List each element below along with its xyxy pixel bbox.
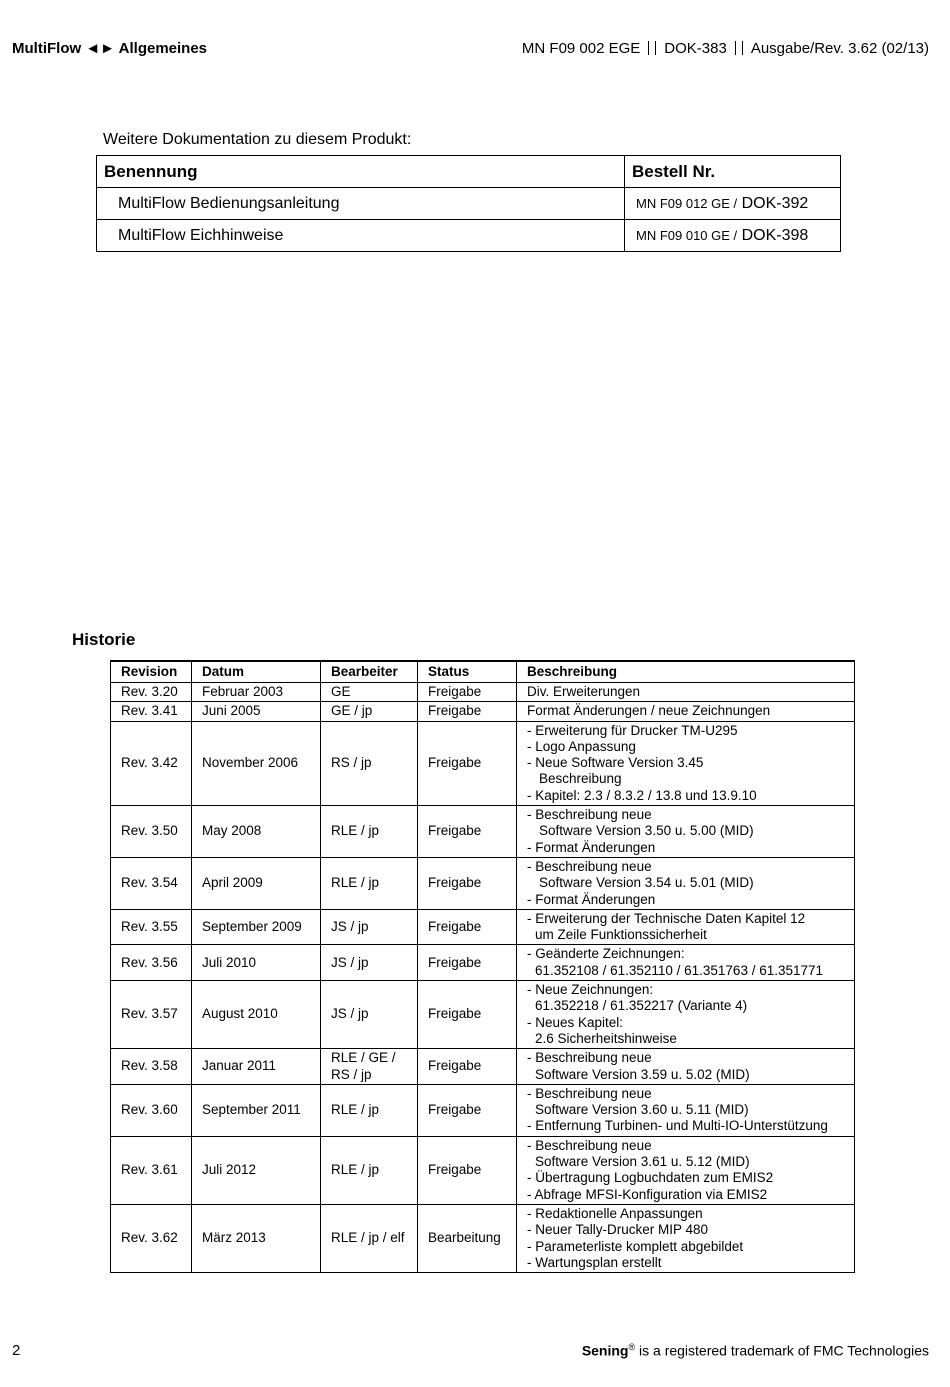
description-line: - Format Änderungen: [527, 891, 656, 907]
history-description: [517, 1084, 855, 1136]
description-line: Software Version 3.61 u. 5.12 (MID): [535, 1154, 750, 1170]
history-header-row: [111, 661, 855, 683]
history-description: [517, 981, 855, 1049]
description-line: Software Version 3.54 u. 5.01 (MID): [539, 875, 754, 891]
section-name: Allgemeines: [118, 40, 208, 57]
history-editor: [321, 909, 418, 945]
description-line: Div. Erweiterungen: [527, 684, 641, 699]
description-line: Software Version 3.50 u. 5.00 (MID): [539, 823, 754, 839]
history-col-header: Bearbeiter: [321, 661, 418, 683]
description-line: - Abfrage MFSI-Konfiguration via EMIS2: [527, 1186, 768, 1202]
description-line: - Beschreibung neue: [527, 858, 652, 874]
history-revision: Rev. 3.41: [111, 702, 192, 721]
description-line: - Kapitel: 2.3 / 8.3.2 / 13.8 und 13.9.10: [527, 787, 757, 803]
docs-table: [96, 155, 841, 252]
history-row: [111, 857, 855, 909]
description-line: - Neuer Tally-Drucker MIP 480: [527, 1222, 709, 1238]
doc-name: MultiFlow Eichhinweise: [97, 220, 625, 252]
trademark-text: is a registered trademark of FMC Technologies: [635, 1342, 929, 1359]
description-line: 61.352108 / 61.352110 / 61.351763 / 61.351771: [535, 962, 824, 978]
description-line: Format Änderungen / neue Zeichnungen: [527, 703, 771, 719]
description-line: Beschreibung: [539, 771, 622, 787]
page-number: 2: [12, 1342, 21, 1359]
history-description: [517, 721, 855, 805]
history-revision: Rev. 3.56: [111, 945, 192, 981]
doc-number: MN F09 002 EGE: [521, 40, 641, 57]
docs-col-order: Bestell Nr.: [625, 156, 841, 188]
revision-info: Ausgabe/Rev. 3.62 (02/13): [750, 40, 929, 57]
history-description: [517, 857, 855, 909]
history-revision: Rev. 3.20: [111, 683, 192, 702]
description-line: - Format Änderungen: [527, 839, 656, 855]
history-description: [517, 945, 855, 981]
separator-icon: [735, 41, 743, 55]
separator-icon: [648, 41, 656, 55]
editor-line: JS / jp: [331, 919, 369, 934]
description-line: - Logo Anpassung: [527, 738, 636, 754]
history-description: [517, 1204, 855, 1272]
history-date: Juni 2005: [192, 702, 321, 721]
docs-row: [97, 188, 841, 220]
doc-order-number: [625, 188, 841, 220]
history-revision: Rev. 3.54: [111, 857, 192, 909]
history-status: Bearbeitung: [418, 1204, 517, 1272]
description-line: - Parameterliste komplett abgebildet: [527, 1238, 744, 1254]
history-date: April 2009: [192, 857, 321, 909]
history-revision: Rev. 3.50: [111, 806, 192, 858]
history-revision: Rev. 3.57: [111, 981, 192, 1049]
doc-order-number: [625, 220, 841, 252]
description-line: Software Version 3.59 u. 5.02 (MID): [535, 1066, 750, 1082]
docs-header-row: [97, 156, 841, 188]
history-editor: [321, 702, 418, 721]
history-description: [517, 1049, 855, 1085]
history-description: [517, 702, 855, 721]
history-row: [111, 1136, 855, 1204]
history-row: [111, 1084, 855, 1136]
docs-intro: Weitere Dokumentation zu diesem Produkt:: [103, 131, 412, 148]
history-title: Historie: [72, 630, 136, 649]
history-editor: [321, 945, 418, 981]
description-line: - Beschreibung neue: [527, 1050, 652, 1066]
history-editor: [321, 857, 418, 909]
history-status: Freigabe: [418, 1049, 517, 1085]
docs-col-name: Benennung: [97, 156, 625, 188]
dok-number: DOK-383: [664, 40, 727, 57]
history-row: [111, 721, 855, 805]
history-row: [111, 1049, 855, 1085]
history-row: [111, 981, 855, 1049]
description-line: - Wartungsplan erstellt: [527, 1254, 662, 1270]
history-editor: [321, 1204, 418, 1272]
description-line: - Entfernung Turbinen- und Multi-IO-Unterstützung: [527, 1118, 828, 1134]
editor-line: RS / jp: [331, 755, 372, 771]
history-editor: [321, 721, 418, 805]
docs-row: [97, 220, 841, 252]
description-line: - Redaktionelle Anpassungen: [527, 1205, 703, 1221]
history-date: Juli 2012: [192, 1136, 321, 1204]
description-line: 61.352218 / 61.352217 (Variante 4): [535, 998, 748, 1014]
history-description: [517, 806, 855, 858]
history-revision: Rev. 3.58: [111, 1049, 192, 1085]
history-revision: Rev. 3.55: [111, 909, 192, 945]
editor-line: JS / jp: [331, 1006, 369, 1022]
history-revision: Rev. 3.60: [111, 1084, 192, 1136]
description-line: - Beschreibung neue: [527, 1085, 652, 1101]
history-status: Freigabe: [418, 683, 517, 702]
editor-line: RLE / GE /: [331, 1050, 396, 1066]
description-line: - Neue Zeichnungen:: [527, 982, 654, 998]
header-doc-info: [522, 40, 929, 57]
history-col-header: Beschreibung: [517, 661, 855, 683]
registered-icon: ®: [628, 1342, 636, 1352]
history-description: [517, 683, 855, 702]
editor-line: JS / jp: [331, 954, 369, 970]
nav-arrows-icon: ◄►: [85, 40, 116, 57]
history-status: Freigabe: [418, 806, 517, 858]
history-date: November 2006: [192, 721, 321, 805]
history-editor: [321, 683, 418, 702]
history-status: Freigabe: [418, 857, 517, 909]
editor-line: RLE / jp: [331, 1102, 380, 1118]
history-row: [111, 702, 855, 721]
description-line: 2.6 Sicherheitshinweise: [535, 1030, 677, 1046]
description-line: Software Version 3.60 u. 5.11 (MID): [535, 1102, 749, 1118]
history-status: Freigabe: [418, 981, 517, 1049]
history-col-header: Datum: [192, 661, 321, 683]
description-line: - Neue Software Version 3.45: [527, 755, 704, 771]
history-description: [517, 1136, 855, 1204]
history-status: Freigabe: [418, 702, 517, 721]
history-row: [111, 683, 855, 702]
history-row: [111, 806, 855, 858]
history-col-header: Revision: [111, 661, 192, 683]
order-dok: DOK-398: [741, 226, 809, 244]
footer-trademark: [582, 1342, 929, 1359]
editor-line: RS / jp: [331, 1066, 372, 1082]
order-code: MN F09 012 GE /: [636, 195, 738, 211]
product-name: MultiFlow: [12, 40, 82, 57]
history-status: Freigabe: [418, 1136, 517, 1204]
order-dok: DOK-392: [741, 194, 809, 212]
order-code: MN F09 010 GE /: [636, 227, 738, 243]
history-row: [111, 909, 855, 945]
history-status: Freigabe: [418, 909, 517, 945]
history-table: [110, 660, 855, 1273]
editor-line: RLE / jp / elf: [331, 1230, 405, 1246]
history-date: September 2009: [192, 909, 321, 945]
history-revision: Rev. 3.42: [111, 721, 192, 805]
header-title: [12, 40, 207, 57]
history-status: Freigabe: [418, 1084, 517, 1136]
history-description: [517, 909, 855, 945]
description-line: - Erweiterung der Technische Daten Kapitel 12: [527, 910, 806, 926]
history-editor: [321, 1136, 418, 1204]
editor-line: RLE / jp: [331, 1162, 380, 1178]
history-row: [111, 1204, 855, 1272]
description-line: - Übertragung Logbuchdaten zum EMIS2: [527, 1170, 774, 1186]
history-status: Freigabe: [418, 721, 517, 805]
history-date: August 2010: [192, 981, 321, 1049]
history-date: Juli 2010: [192, 945, 321, 981]
editor-line: GE / jp: [331, 703, 373, 719]
description-line: um Zeile Funktionssicherheit: [535, 927, 707, 943]
history-revision: Rev. 3.62: [111, 1204, 192, 1272]
history-row: [111, 945, 855, 981]
history-editor: [321, 981, 418, 1049]
brand-name: Sening: [581, 1342, 629, 1359]
history-date: September 2011: [192, 1084, 321, 1136]
description-line: - Beschreibung neue: [527, 1137, 652, 1153]
history-date: Februar 2003: [192, 683, 321, 702]
description-line: - Beschreibung neue: [527, 807, 652, 823]
history-revision: Rev. 3.61: [111, 1136, 192, 1204]
history-editor: [321, 1049, 418, 1085]
description-line: - Erweiterung für Drucker TM-U295: [527, 722, 738, 738]
history-editor: [321, 1084, 418, 1136]
history-date: März 2013: [192, 1204, 321, 1272]
history-date: Januar 2011: [192, 1049, 321, 1085]
description-line: - Neues Kapitel:: [527, 1014, 624, 1030]
editor-line: GE: [331, 684, 351, 699]
description-line: - Geänderte Zeichnungen:: [527, 946, 685, 962]
editor-line: RLE / jp: [331, 875, 380, 891]
history-editor: [321, 806, 418, 858]
history-col-header: Status: [418, 661, 517, 683]
doc-name: MultiFlow Bedienungsanleitung: [97, 188, 625, 220]
editor-line: RLE / jp: [331, 823, 380, 839]
history-status: Freigabe: [418, 945, 517, 981]
history-date: May 2008: [192, 806, 321, 858]
